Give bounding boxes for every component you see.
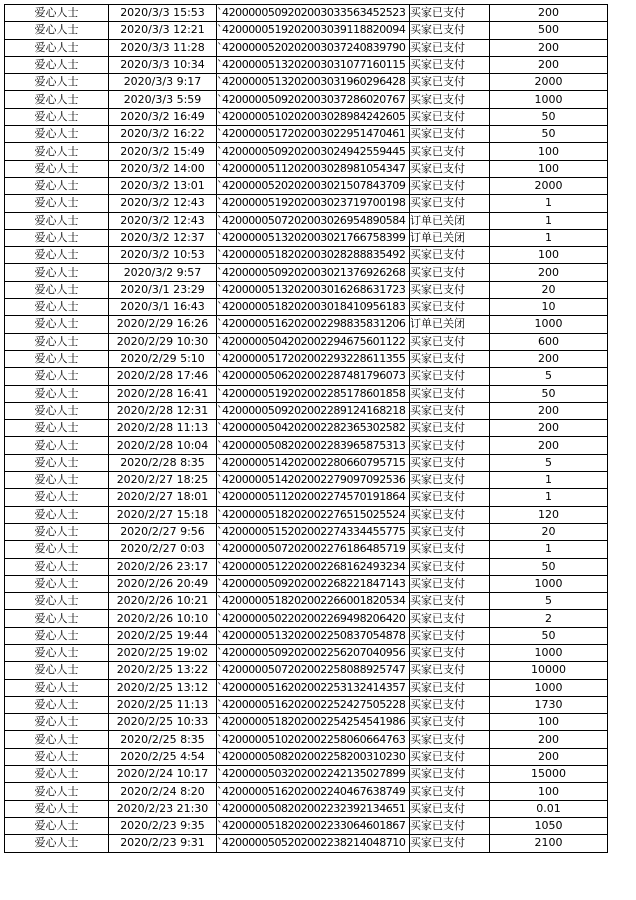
donor-cell: 爱心人士 [5, 22, 109, 39]
payment-time-cell: 2020/2/27 9:56 [109, 523, 217, 540]
amount-cell: 200 [490, 748, 608, 765]
order-id-cell: `4200000510202003028984242605 [217, 108, 410, 125]
payment-status-cell: 买家已支付 [410, 575, 490, 592]
payment-time-cell: 2020/2/26 23:17 [109, 558, 217, 575]
payment-time-cell: 2020/2/25 19:44 [109, 627, 217, 644]
donor-cell: 爱心人士 [5, 817, 109, 834]
table-row [5, 108, 608, 125]
order-id-cell: `4200000516202002253132414357 [217, 679, 410, 696]
table-row [5, 523, 608, 540]
payment-time-cell: 2020/2/28 17:46 [109, 368, 217, 385]
amount-cell: 200 [490, 39, 608, 56]
donor-cell: 爱心人士 [5, 316, 109, 333]
order-id-cell: `4200000509202003033563452523 [217, 5, 410, 22]
amount-cell: 50 [490, 108, 608, 125]
donor-cell: 爱心人士 [5, 74, 109, 91]
payment-status-cell: 买家已支付 [410, 143, 490, 160]
amount-cell: 2000 [490, 74, 608, 91]
payment-time-cell: 2020/3/2 16:22 [109, 126, 217, 143]
donor-cell: 爱心人士 [5, 126, 109, 143]
payment-status-cell: 买家已支付 [410, 472, 490, 489]
donor-cell: 爱心人士 [5, 644, 109, 661]
order-id-cell: `4200000509202003021376926268 [217, 264, 410, 281]
order-id-cell: `4200000507202002276186485719 [217, 541, 410, 558]
amount-cell: 1050 [490, 817, 608, 834]
donor-cell: 爱心人士 [5, 835, 109, 852]
donor-cell: 爱心人士 [5, 593, 109, 610]
amount-cell: 1 [490, 229, 608, 246]
payment-time-cell: 2020/2/26 10:10 [109, 610, 217, 627]
order-id-cell: `4200000508202002232392134651 [217, 800, 410, 817]
amount-cell: 2100 [490, 835, 608, 852]
donor-cell: 爱心人士 [5, 627, 109, 644]
table-row [5, 177, 608, 194]
payment-status-cell: 买家已支付 [410, 39, 490, 56]
table-row [5, 281, 608, 298]
donor-cell: 爱心人士 [5, 402, 109, 419]
amount-cell: 200 [490, 437, 608, 454]
donor-cell: 爱心人士 [5, 56, 109, 73]
donation-ledger-table [4, 4, 608, 853]
order-id-cell: `4200000514202002279097092536 [217, 472, 410, 489]
donor-cell: 爱心人士 [5, 229, 109, 246]
table-row [5, 333, 608, 350]
donor-cell: 爱心人士 [5, 368, 109, 385]
amount-cell: 120 [490, 506, 608, 523]
order-id-cell: `4200000511202002274570191864 [217, 489, 410, 506]
amount-cell: 100 [490, 247, 608, 264]
payment-time-cell: 2020/3/2 10:53 [109, 247, 217, 264]
donor-cell: 爱心人士 [5, 610, 109, 627]
payment-status-cell: 买家已支付 [410, 385, 490, 402]
amount-cell: 1000 [490, 91, 608, 108]
order-id-cell: `4200000514202002280660795715 [217, 454, 410, 471]
payment-time-cell: 2020/2/29 16:26 [109, 316, 217, 333]
payment-status-cell: 买家已支付 [410, 454, 490, 471]
payment-status-cell: 买家已支付 [410, 489, 490, 506]
payment-status-cell: 买家已支付 [410, 177, 490, 194]
payment-status-cell: 买家已支付 [410, 350, 490, 367]
amount-cell: 500 [490, 22, 608, 39]
order-id-cell: `4200000509202003037286020767 [217, 91, 410, 108]
donor-cell: 爱心人士 [5, 333, 109, 350]
donor-cell: 爱心人士 [5, 420, 109, 437]
table-row [5, 74, 608, 91]
payment-status-cell: 买家已支付 [410, 541, 490, 558]
amount-cell: 20 [490, 281, 608, 298]
payment-time-cell: 2020/3/1 23:29 [109, 281, 217, 298]
donor-cell: 爱心人士 [5, 264, 109, 281]
payment-time-cell: 2020/2/24 10:17 [109, 766, 217, 783]
table-row [5, 541, 608, 558]
amount-cell: 5 [490, 368, 608, 385]
table-row [5, 39, 608, 56]
table-row [5, 644, 608, 661]
amount-cell: 50 [490, 627, 608, 644]
payment-status-cell: 买家已支付 [410, 696, 490, 713]
amount-cell: 10 [490, 299, 608, 316]
order-id-cell: `4200000518202002276515025524 [217, 506, 410, 523]
payment-time-cell: 2020/2/23 9:31 [109, 835, 217, 852]
payment-time-cell: 2020/3/3 9:17 [109, 74, 217, 91]
amount-cell: 1 [490, 195, 608, 212]
order-id-cell: `4200000513202003031960296428 [217, 74, 410, 91]
payment-status-cell: 买家已支付 [410, 766, 490, 783]
table-row [5, 195, 608, 212]
payment-time-cell: 2020/2/26 20:49 [109, 575, 217, 592]
donor-cell: 爱心人士 [5, 783, 109, 800]
table-row [5, 454, 608, 471]
table-row [5, 299, 608, 316]
table-row [5, 558, 608, 575]
table-row [5, 56, 608, 73]
table-row [5, 160, 608, 177]
donor-cell: 爱心人士 [5, 541, 109, 558]
order-id-cell: `4200000506202002287481796073 [217, 368, 410, 385]
order-id-cell: `4200000517202002293228611355 [217, 350, 410, 367]
order-id-cell: `4200000518202002266001820534 [217, 593, 410, 610]
payment-time-cell: 2020/3/3 12:21 [109, 22, 217, 39]
order-id-cell: `4200000513202002250837054878 [217, 627, 410, 644]
amount-cell: 100 [490, 143, 608, 160]
table-row [5, 350, 608, 367]
order-id-cell: `4200000508202002283965875313 [217, 437, 410, 454]
donor-cell: 爱心人士 [5, 558, 109, 575]
order-id-cell: `4200000520202003021507843709 [217, 177, 410, 194]
table-row [5, 800, 608, 817]
amount-cell: 1 [490, 541, 608, 558]
payment-time-cell: 2020/3/2 12:43 [109, 212, 217, 229]
payment-time-cell: 2020/2/25 4:54 [109, 748, 217, 765]
table-row [5, 247, 608, 264]
order-id-cell: `4200000518202002233064601867 [217, 817, 410, 834]
order-id-cell: `4200000509202003024942559445 [217, 143, 410, 160]
donor-cell: 爱心人士 [5, 454, 109, 471]
amount-cell: 1 [490, 489, 608, 506]
payment-status-cell: 买家已支付 [410, 800, 490, 817]
payment-time-cell: 2020/2/24 8:20 [109, 783, 217, 800]
order-id-cell: `4200000511202003028981054347 [217, 160, 410, 177]
order-id-cell: `4200000507202002258088925747 [217, 662, 410, 679]
table-row [5, 212, 608, 229]
payment-time-cell: 2020/3/1 16:43 [109, 299, 217, 316]
order-id-cell: `4200000515202002274334455775 [217, 523, 410, 540]
order-id-cell: `4200000518202003028288835492 [217, 247, 410, 264]
donor-cell: 爱心人士 [5, 766, 109, 783]
table-row [5, 593, 608, 610]
amount-cell: 100 [490, 783, 608, 800]
payment-time-cell: 2020/3/2 12:37 [109, 229, 217, 246]
donor-cell: 爱心人士 [5, 731, 109, 748]
payment-time-cell: 2020/3/2 15:49 [109, 143, 217, 160]
donor-cell: 爱心人士 [5, 195, 109, 212]
payment-status-cell: 买家已支付 [410, 437, 490, 454]
table-row [5, 385, 608, 402]
table-row [5, 22, 608, 39]
payment-status-cell: 买家已支付 [410, 610, 490, 627]
donor-cell: 爱心人士 [5, 748, 109, 765]
amount-cell: 1000 [490, 575, 608, 592]
payment-status-cell: 买家已支付 [410, 817, 490, 834]
amount-cell: 10000 [490, 662, 608, 679]
payment-status-cell: 买家已支付 [410, 281, 490, 298]
amount-cell: 600 [490, 333, 608, 350]
payment-time-cell: 2020/3/2 9:57 [109, 264, 217, 281]
donor-cell: 爱心人士 [5, 472, 109, 489]
order-id-cell: `4200000513202003016268631723 [217, 281, 410, 298]
donor-cell: 爱心人士 [5, 437, 109, 454]
order-id-cell: `4200000508202002258200310230 [217, 748, 410, 765]
payment-status-cell: 买家已支付 [410, 299, 490, 316]
table-row [5, 420, 608, 437]
payment-time-cell: 2020/2/23 21:30 [109, 800, 217, 817]
order-id-cell: `4200000507202003026954890584 [217, 212, 410, 229]
order-id-cell: `4200000503202002242135027899 [217, 766, 410, 783]
table-row [5, 368, 608, 385]
table-row [5, 714, 608, 731]
amount-cell: 200 [490, 731, 608, 748]
table-row [5, 835, 608, 852]
payment-time-cell: 2020/2/26 10:21 [109, 593, 217, 610]
amount-cell: 200 [490, 350, 608, 367]
donor-cell: 爱心人士 [5, 281, 109, 298]
payment-status-cell: 买家已支付 [410, 91, 490, 108]
order-id-cell: `4200000518202002254254541986 [217, 714, 410, 731]
order-id-cell: `4200000509202002289124168218 [217, 402, 410, 419]
donor-cell: 爱心人士 [5, 679, 109, 696]
table-row [5, 264, 608, 281]
table-row [5, 489, 608, 506]
donor-cell: 爱心人士 [5, 108, 109, 125]
amount-cell: 200 [490, 264, 608, 281]
payment-status-cell: 买家已支付 [410, 368, 490, 385]
order-id-cell: `4200000519202003023719700198 [217, 195, 410, 212]
donor-cell: 爱心人士 [5, 696, 109, 713]
payment-status-cell: 买家已支付 [410, 160, 490, 177]
amount-cell: 1730 [490, 696, 608, 713]
table-row [5, 229, 608, 246]
donor-cell: 爱心人士 [5, 662, 109, 679]
payment-status-cell: 买家已支付 [410, 126, 490, 143]
donor-cell: 爱心人士 [5, 800, 109, 817]
payment-status-cell: 买家已支付 [410, 558, 490, 575]
payment-status-cell: 买家已支付 [410, 108, 490, 125]
amount-cell: 200 [490, 5, 608, 22]
donor-cell: 爱心人士 [5, 299, 109, 316]
order-id-cell: `4200000512202002268162493234 [217, 558, 410, 575]
donor-cell: 爱心人士 [5, 5, 109, 22]
amount-cell: 50 [490, 385, 608, 402]
donor-cell: 爱心人士 [5, 91, 109, 108]
payment-time-cell: 2020/2/27 18:01 [109, 489, 217, 506]
payment-status-cell: 买家已支付 [410, 56, 490, 73]
amount-cell: 1000 [490, 644, 608, 661]
order-id-cell: `4200000517202003022951470461 [217, 126, 410, 143]
payment-time-cell: 2020/2/25 13:12 [109, 679, 217, 696]
payment-status-cell: 买家已支付 [410, 5, 490, 22]
payment-time-cell: 2020/2/28 8:35 [109, 454, 217, 471]
table-row [5, 783, 608, 800]
amount-cell: 50 [490, 558, 608, 575]
payment-time-cell: 2020/2/28 10:04 [109, 437, 217, 454]
amount-cell: 20 [490, 523, 608, 540]
table-row [5, 610, 608, 627]
payment-time-cell: 2020/2/23 9:35 [109, 817, 217, 834]
table-row [5, 316, 608, 333]
payment-time-cell: 2020/2/25 13:22 [109, 662, 217, 679]
payment-time-cell: 2020/2/29 10:30 [109, 333, 217, 350]
payment-time-cell: 2020/2/29 5:10 [109, 350, 217, 367]
payment-status-cell: 买家已支付 [410, 731, 490, 748]
payment-time-cell: 2020/3/3 10:34 [109, 56, 217, 73]
payment-status-cell: 买家已支付 [410, 402, 490, 419]
payment-status-cell: 买家已支付 [410, 662, 490, 679]
payment-status-cell: 买家已支付 [410, 627, 490, 644]
table-row [5, 575, 608, 592]
table-row [5, 627, 608, 644]
amount-cell: 2000 [490, 177, 608, 194]
order-id-cell: `4200000516202002240467638749 [217, 783, 410, 800]
payment-time-cell: 2020/2/27 18:25 [109, 472, 217, 489]
table-row [5, 472, 608, 489]
amount-cell: 1 [490, 212, 608, 229]
donor-cell: 爱心人士 [5, 350, 109, 367]
payment-time-cell: 2020/2/28 12:31 [109, 402, 217, 419]
donor-cell: 爱心人士 [5, 143, 109, 160]
amount-cell: 15000 [490, 766, 608, 783]
payment-time-cell: 2020/2/25 8:35 [109, 731, 217, 748]
donor-cell: 爱心人士 [5, 212, 109, 229]
donor-cell: 爱心人士 [5, 506, 109, 523]
table-row [5, 126, 608, 143]
payment-status-cell: 买家已支付 [410, 74, 490, 91]
payment-status-cell: 买家已支付 [410, 22, 490, 39]
payment-status-cell: 买家已支付 [410, 835, 490, 852]
donor-cell: 爱心人士 [5, 247, 109, 264]
amount-cell: 1 [490, 472, 608, 489]
ledger-body [5, 5, 608, 853]
payment-time-cell: 2020/3/2 12:43 [109, 195, 217, 212]
payment-status-cell: 买家已支付 [410, 333, 490, 350]
donor-cell: 爱心人士 [5, 489, 109, 506]
payment-time-cell: 2020/3/3 11:28 [109, 39, 217, 56]
payment-status-cell: 买家已支付 [410, 748, 490, 765]
table-row [5, 5, 608, 22]
order-id-cell: `4200000509202002256207040956 [217, 644, 410, 661]
payment-status-cell: 订单已关闭 [410, 229, 490, 246]
table-row [5, 91, 608, 108]
payment-status-cell: 订单已关闭 [410, 212, 490, 229]
order-id-cell: `4200000513202003021766758399 [217, 229, 410, 246]
donor-cell: 爱心人士 [5, 160, 109, 177]
payment-status-cell: 买家已支付 [410, 420, 490, 437]
amount-cell: 0.01 [490, 800, 608, 817]
order-id-cell: `4200000502202002269498206420 [217, 610, 410, 627]
order-id-cell: `4200000504202002282365302582 [217, 420, 410, 437]
payment-status-cell: 买家已支付 [410, 264, 490, 281]
amount-cell: 1000 [490, 679, 608, 696]
table-row [5, 731, 608, 748]
table-row [5, 437, 608, 454]
payment-time-cell: 2020/2/25 19:02 [109, 644, 217, 661]
payment-status-cell: 买家已支付 [410, 523, 490, 540]
payment-time-cell: 2020/2/25 10:33 [109, 714, 217, 731]
amount-cell: 5 [490, 454, 608, 471]
amount-cell: 200 [490, 402, 608, 419]
payment-status-cell: 买家已支付 [410, 506, 490, 523]
payment-status-cell: 买家已支付 [410, 679, 490, 696]
payment-time-cell: 2020/3/3 15:53 [109, 5, 217, 22]
donor-cell: 爱心人士 [5, 39, 109, 56]
order-id-cell: `4200000518202003018410956183 [217, 299, 410, 316]
order-id-cell: `4200000505202002238214048710 [217, 835, 410, 852]
table-row [5, 766, 608, 783]
order-id-cell: `4200000510202002258060664763 [217, 731, 410, 748]
donor-cell: 爱心人士 [5, 177, 109, 194]
order-id-cell: `4200000519202003039118820094 [217, 22, 410, 39]
table-row [5, 748, 608, 765]
payment-time-cell: 2020/2/28 16:41 [109, 385, 217, 402]
payment-status-cell: 订单已关闭 [410, 316, 490, 333]
amount-cell: 100 [490, 714, 608, 731]
payment-status-cell: 买家已支付 [410, 714, 490, 731]
payment-time-cell: 2020/2/25 11:13 [109, 696, 217, 713]
table-row [5, 696, 608, 713]
order-id-cell: `4200000516202002298835831206 [217, 316, 410, 333]
order-id-cell: `4200000513202003031077160115 [217, 56, 410, 73]
payment-time-cell: 2020/3/2 16:49 [109, 108, 217, 125]
payment-status-cell: 买家已支付 [410, 783, 490, 800]
table-row [5, 817, 608, 834]
amount-cell: 200 [490, 420, 608, 437]
table-row [5, 143, 608, 160]
payment-time-cell: 2020/3/2 13:01 [109, 177, 217, 194]
donor-cell: 爱心人士 [5, 523, 109, 540]
amount-cell: 2 [490, 610, 608, 627]
payment-status-cell: 买家已支付 [410, 247, 490, 264]
order-id-cell: `4200000509202002268221847143 [217, 575, 410, 592]
donor-cell: 爱心人士 [5, 714, 109, 731]
order-id-cell: `4200000504202002294675601122 [217, 333, 410, 350]
payment-time-cell: 2020/2/27 0:03 [109, 541, 217, 558]
order-id-cell: `4200000520202003037240839790 [217, 39, 410, 56]
table-row [5, 662, 608, 679]
payment-status-cell: 买家已支付 [410, 644, 490, 661]
payment-status-cell: 买家已支付 [410, 195, 490, 212]
amount-cell: 50 [490, 126, 608, 143]
table-row [5, 506, 608, 523]
payment-time-cell: 2020/3/2 14:00 [109, 160, 217, 177]
payment-time-cell: 2020/2/28 11:13 [109, 420, 217, 437]
amount-cell: 5 [490, 593, 608, 610]
amount-cell: 100 [490, 160, 608, 177]
amount-cell: 1000 [490, 316, 608, 333]
donor-cell: 爱心人士 [5, 385, 109, 402]
order-id-cell: `4200000519202002285178601858 [217, 385, 410, 402]
payment-time-cell: 2020/2/27 15:18 [109, 506, 217, 523]
table-row [5, 679, 608, 696]
table-row [5, 402, 608, 419]
amount-cell: 200 [490, 56, 608, 73]
payment-status-cell: 买家已支付 [410, 593, 490, 610]
order-id-cell: `4200000516202002252427505228 [217, 696, 410, 713]
payment-time-cell: 2020/3/3 5:59 [109, 91, 217, 108]
donor-cell: 爱心人士 [5, 575, 109, 592]
